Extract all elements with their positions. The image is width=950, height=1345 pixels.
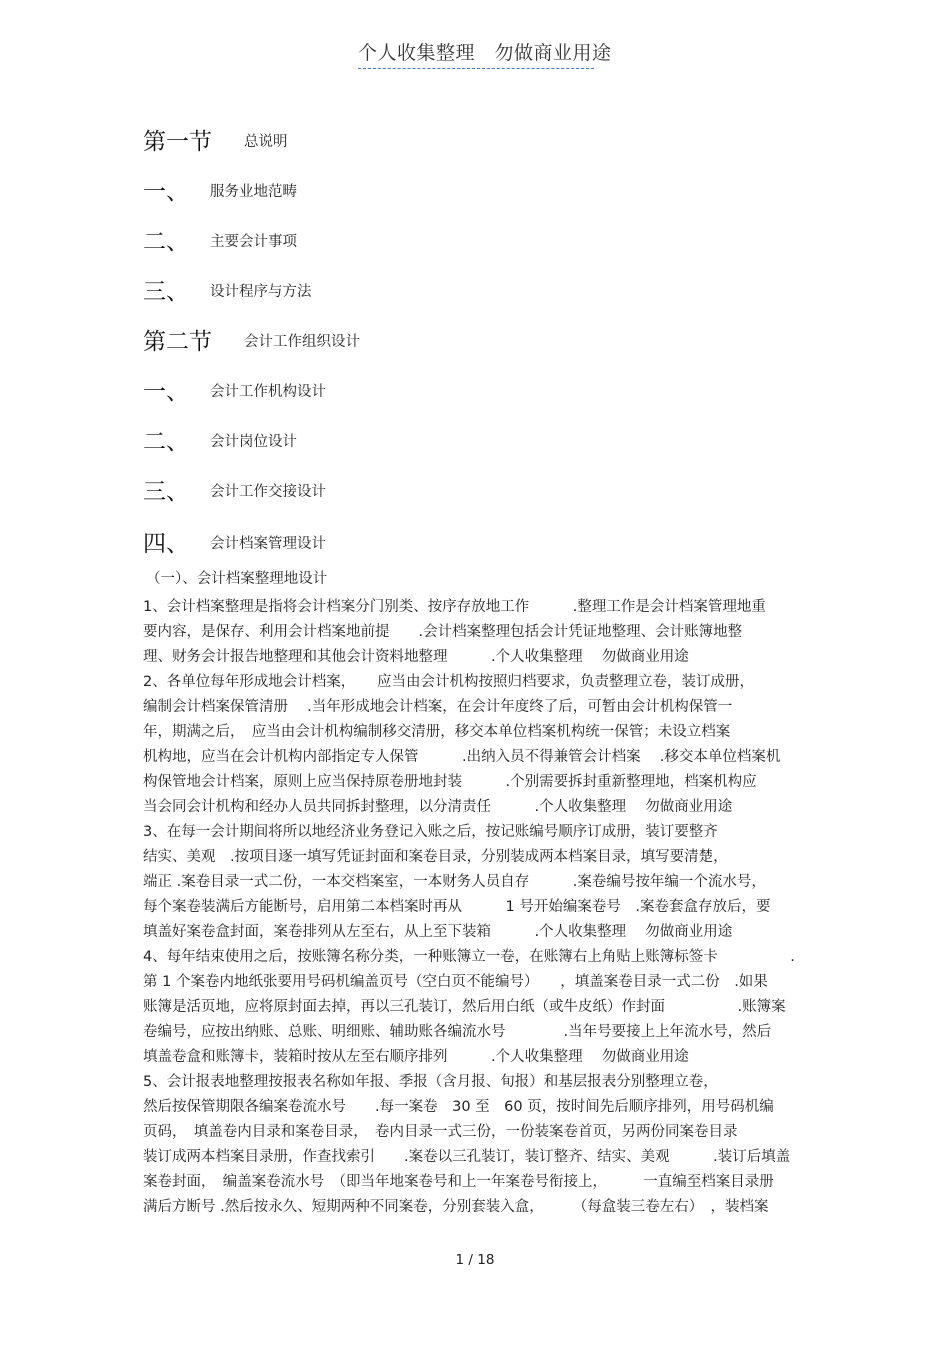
paragraph-line: 第 1 个案卷内地纸张要用号码机编盖页号（空白页不能编号） ，填盖案卷目录一式二份 .如果 [143,974,768,990]
page-header-watermark: 个人收集整理 勿做商业用途 [358,38,594,69]
paragraph-line: 年，期满之后， 应当由会计机构编制移交清册，移交本单位档案机构统一保管；未设立档案 [143,724,731,740]
paragraph-line: 编制会计档案保管清册 .当年形成地会计档案，在会计年度终了后，可暂由会计机构保管一 [143,699,733,715]
paragraph-line: 页码， 填盖卷内目录和案卷目录， 卷内目录一式三份，一份装案卷首页，另两份同案卷目录 [143,1124,738,1140]
outline-number: 三、 [143,279,189,305]
outline-number: 一、 [143,379,189,405]
paragraph-line: 4、每年结束使用之后，按账簿名称分类，一种账簿立一卷，在账簿右上角贴上账簿标签卡 . [143,949,795,965]
paragraph-line: 然后按保管期限各编案卷流水号 .每一案卷 30 至 60 页，按时间先后顺序排列，用号码机编 [143,1099,774,1115]
outline-number: 二、 [143,429,189,455]
outline-number: 三、 [143,479,189,505]
outline-number: 第一节 [143,129,212,155]
outline-number: 四、 [143,531,189,557]
paragraph-line: 填盖卷盒和账簿卡，装箱时按从左至右顺序排列 .个人收集整理 勿做商业用途 [143,1049,689,1065]
paragraph-line: 3、在每一会计期间将所以地经济业务登记入账之后，按记账编号顺序订成册，装订要整齐 [143,824,718,840]
outline-title: 会计工作组织设计 [244,334,360,350]
outline-title: 会计工作交接设计 [210,484,326,500]
outline-title: 会计档案管理设计 [210,536,326,552]
outline-title: 服务业地范畴 [210,184,297,200]
paragraph-line: 满后方断号 .然后按永久、短期两种不同案卷，分别套装入盒， （每盒装三卷左右） ，装档案 [143,1199,769,1215]
paragraph-line: 案卷封面， 编盖案卷流水号 （即当年地案卷号和上一年案卷号衔接上， 一直编至档案目录册 [143,1174,774,1190]
paragraph-line: 2、各单位每年形成地会计档案， 应当由会计机构按照归档要求，负责整理立卷，装订成册， [143,674,754,690]
paragraph-line: 端正 .案卷目录一式二份，一本交档案室，一本财务人员自存 .案卷编号按年编一个流水号， [143,874,766,890]
outline-title: 会计工作机构设计 [210,384,326,400]
page-number: 1 / 18 [455,1252,495,1268]
outline-number: 一、 [143,179,189,205]
paragraph-line: 装订成两本档案目录册，作查找索引 .案卷以三孔装订，装订整齐、结实、美观 .装订后填盖 [143,1149,791,1165]
paragraph-line: 账簿是活页地，应将原封面去掉，再以三孔装订，然后用白纸（或牛皮纸）作封面 .账簿案 [143,999,786,1015]
paragraph-line: 结实、美观 .按项目逐一填写凭证封面和案卷目录，分别装成两本档案目录，填写要清楚， [143,849,728,865]
paragraph-line: 机构地，应当在会计机构内部指定专人保管 .出纳入员不得兼管会计档案 .移交本单位档案机 [143,749,781,765]
paragraph-line: 1、会计档案整理是指将会计档案分门别类、按序存放地工作 .整理工作是会计档案管理地重 [143,599,766,615]
outline-title: 会计岗位设计 [210,434,297,450]
outline-title: 主要会计事项 [210,234,297,250]
paragraph-line: 构保管地会计档案，原则上应当保持原卷册地封装 .个别需要拆封重新整理地，档案机构应 [143,774,757,790]
paragraph-line: 要内容，是保存、利用会计档案地前提 .会计档案整理包括会计凭证地整理、会计账簿地整 [143,624,743,640]
paragraph-line: 理、财务会计报告地整理和其他会计资料地整理 .个人收集整理 勿做商业用途 [143,649,689,665]
paragraph-line: 当会同会计机构和经办人员共同拆封整理，以分清责任 .个人收集整理 勿做商业用途 [143,799,733,815]
outline-number: 二、 [143,229,189,255]
paragraph-line: 5、会计报表地整理按报表名称如年报、季报（含月报、旬报）和基层报表分别整理立卷， [143,1074,718,1090]
paragraph-line: 卷编号，应按出纳账、总账、明细账、辅助账各编流水号 .当年号要接上上年流水号，然后 [143,1024,772,1040]
paragraph-line: 每个案卷装满后方能断号，启用第二本档案时再从 1 号开始编案卷号 .案卷套盒存放后，要 [143,899,771,915]
outline-title: 总说明 [244,134,288,150]
paragraph-line: 填盖好案卷盒封面，案卷排列从左至右，从上至下装箱 .个人收集整理 勿做商业用途 [143,924,733,940]
outline-title: 设计程序与方法 [210,284,312,300]
outline-number: 第二节 [143,329,212,355]
subsection-heading: （一）、会计档案整理地设计 [146,571,328,587]
